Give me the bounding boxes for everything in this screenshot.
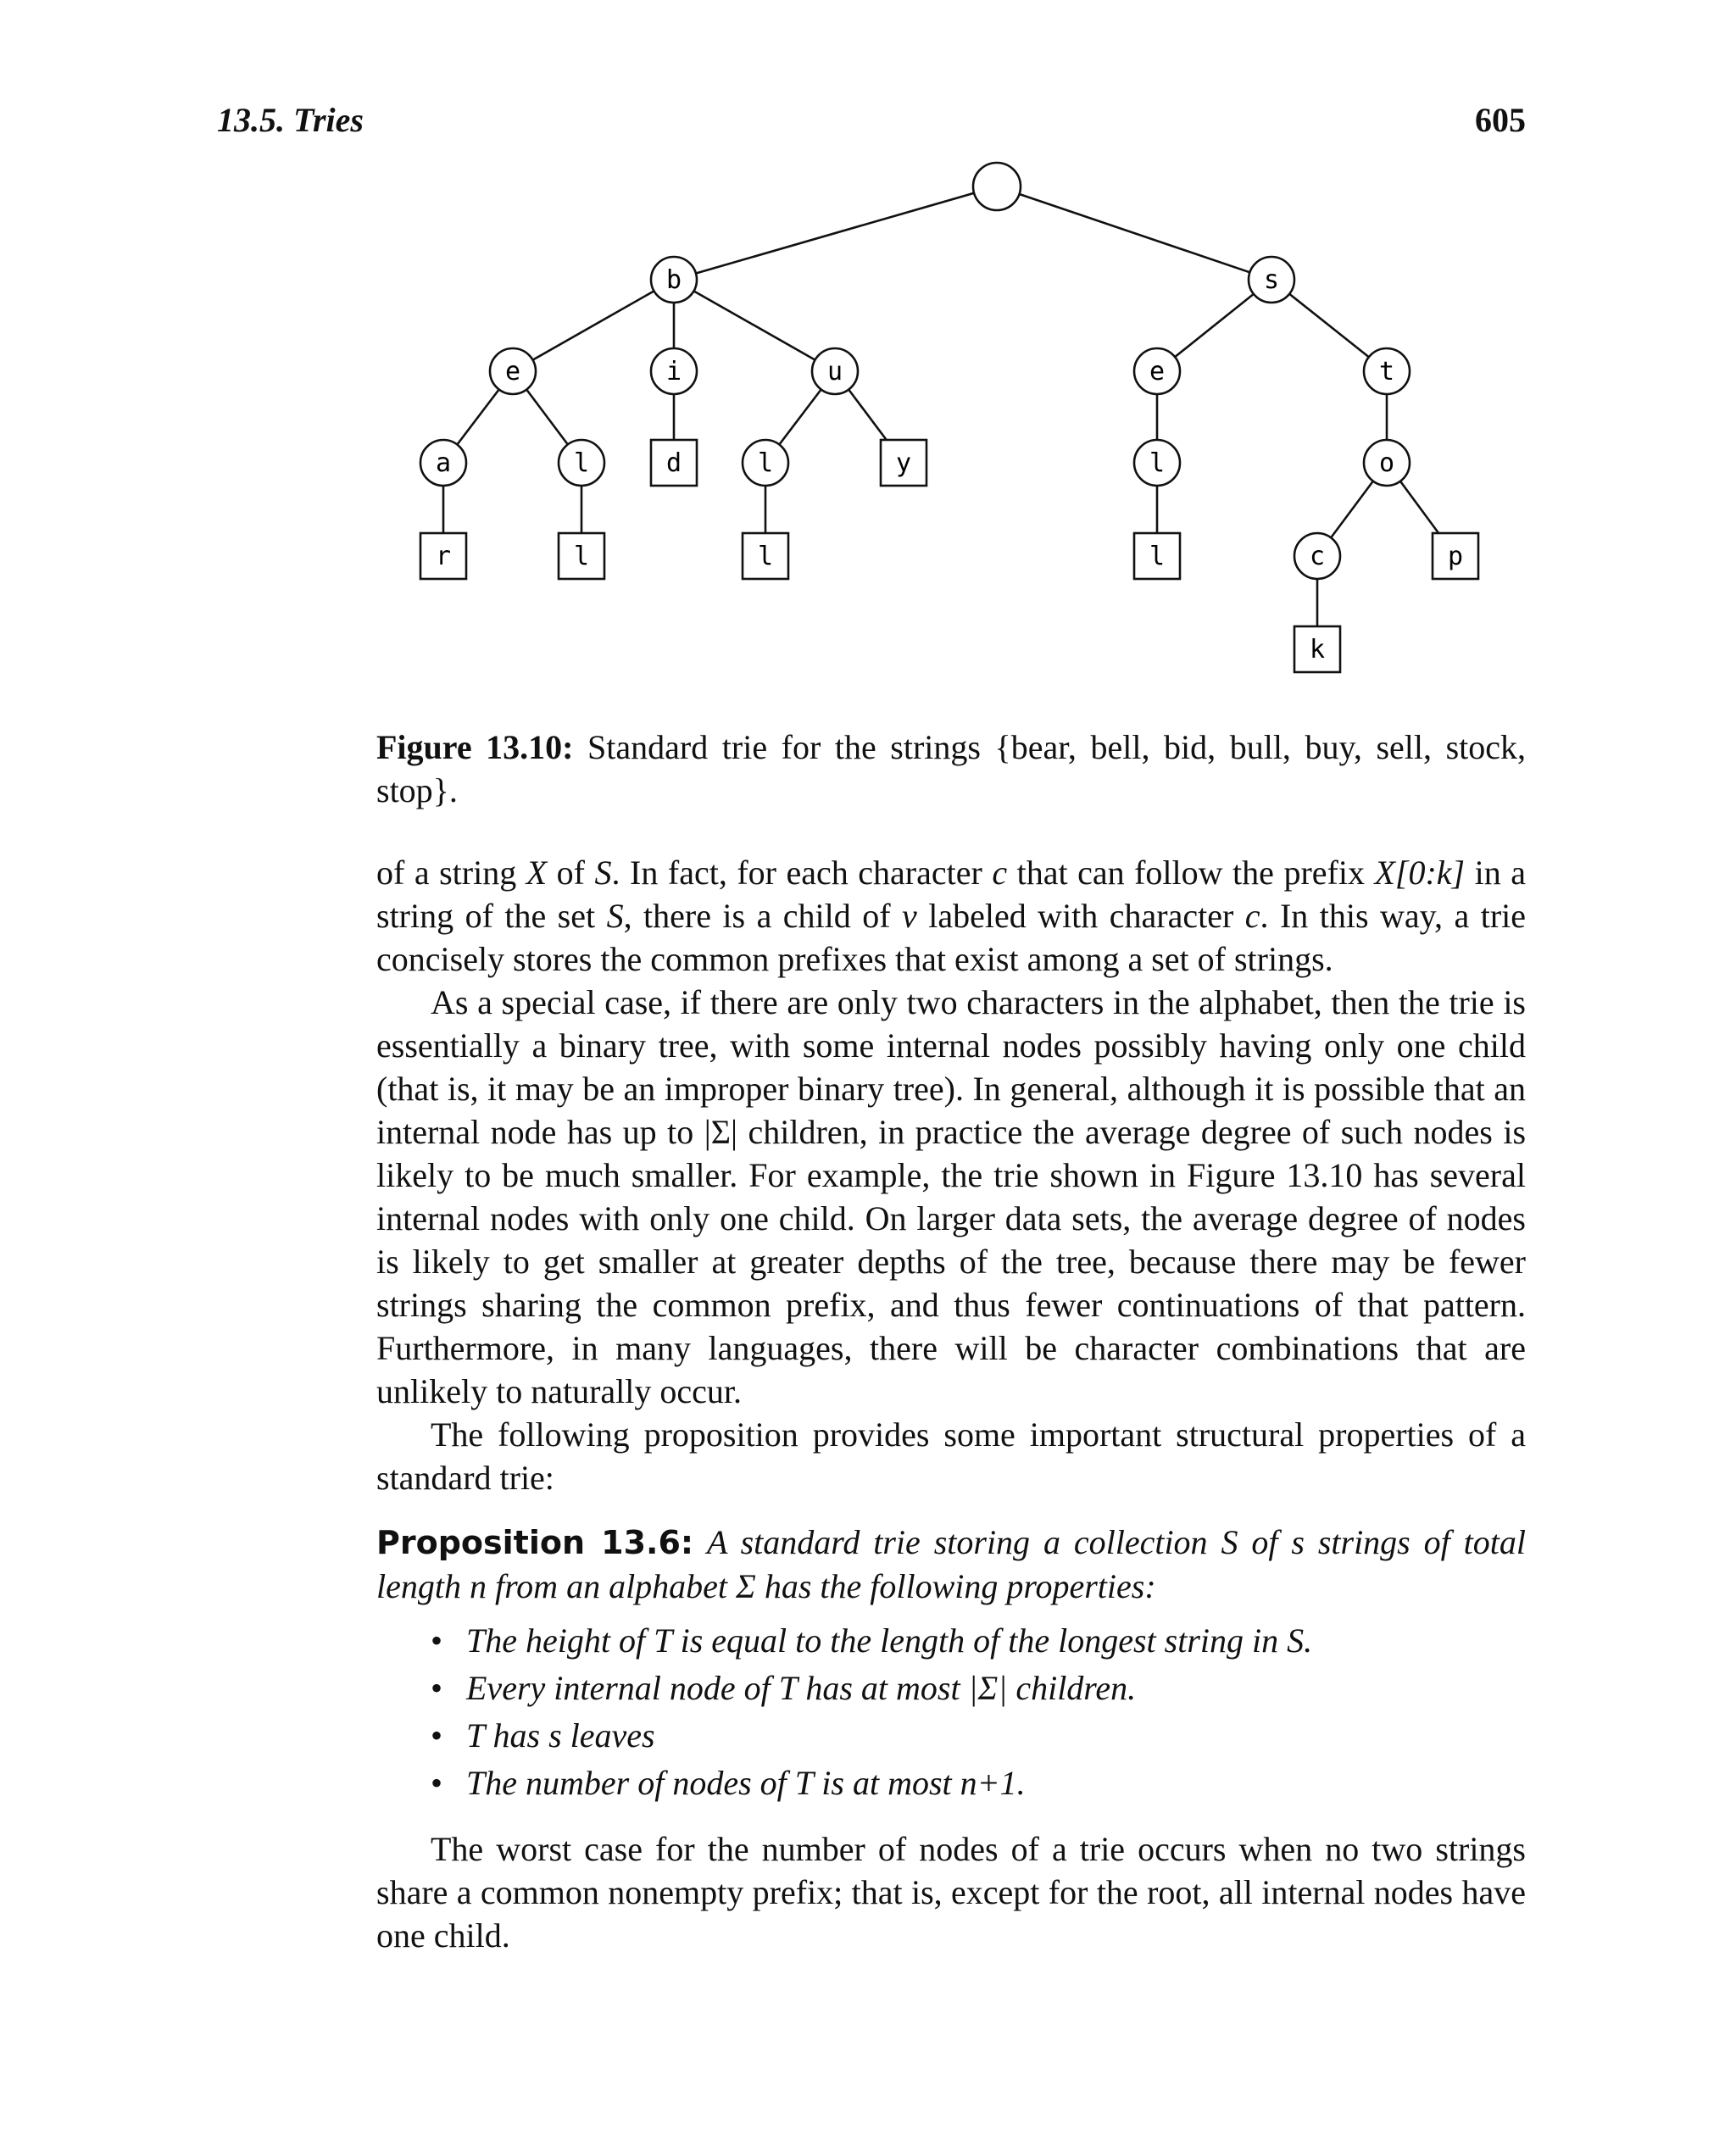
trie-node [1294, 533, 1340, 579]
trie-node-label: e [504, 357, 521, 386]
caption-label: Figure 13.10: [376, 728, 574, 766]
trie-node-label: r [435, 542, 452, 571]
trie-node [651, 348, 697, 394]
trie-leaf-node [651, 440, 697, 486]
proposition-properties [424, 1617, 1526, 1807]
property-item: • Every internal node of T has at most |Σ| children. [424, 1665, 1526, 1712]
trie-node [559, 440, 604, 486]
trie-edge [1400, 481, 1438, 533]
trie-nodes [420, 163, 1478, 672]
paragraph-4: The worst case for the number of nodes of a trie occurs when no two strings share a common nonempty prefix; that is, except for the root, all internal nodes have one child. [376, 1830, 1526, 1955]
trie-leaf-node [881, 440, 926, 486]
property-item: • The number of nodes of T is at most n+1. [424, 1760, 1526, 1807]
trie-node-label: l [573, 448, 590, 478]
trie-node-label: o [1378, 448, 1395, 478]
proposition [376, 1521, 1526, 1608]
trie-leaf-node [1294, 626, 1340, 672]
trie-node-label: l [757, 542, 774, 571]
page-number: 605 [1475, 101, 1526, 139]
trie-node [651, 257, 697, 303]
section-title: 13.5. Tries [217, 101, 364, 139]
trie-node-label: u [826, 357, 843, 386]
property-item: • The height of T is equal to the length of the longest string in S. [424, 1617, 1526, 1665]
proposition-statement: A standard trie storing a collection S of s strings of total length n from an alphabet Σ has the following properties: [376, 1523, 1526, 1605]
trie-node [743, 440, 788, 486]
trie-node-label: d [665, 448, 682, 478]
property-item: • T has s leaves [424, 1712, 1526, 1760]
trie-edge [526, 390, 568, 445]
trie-node [1364, 440, 1410, 486]
trie-edge [693, 291, 815, 359]
trie-leaf-node [1134, 533, 1180, 579]
trie-edge [457, 390, 498, 445]
trie-node-label: l [757, 448, 774, 478]
trie-edge [696, 193, 974, 274]
figure-caption [376, 726, 1526, 812]
trie-node [1134, 440, 1180, 486]
trie-node-label: y [895, 448, 912, 478]
trie-node [420, 440, 466, 486]
trie-diagram [0, 153, 1736, 695]
trie-edge [532, 291, 654, 359]
trie-node [812, 348, 858, 394]
trie-node-label: k [1309, 635, 1326, 665]
trie-node-label: p [1447, 542, 1464, 571]
trie-node [1249, 257, 1294, 303]
trie-node-label: e [1149, 357, 1166, 386]
trie-node-label: i [665, 357, 682, 386]
trie-leaf-node [420, 533, 466, 579]
trie-node-label: t [1378, 357, 1395, 386]
trie-node [1134, 348, 1180, 394]
trie-node-label: a [435, 448, 452, 478]
trie-edge [1331, 481, 1373, 538]
trie-node-label: l [573, 542, 590, 571]
trie-leaf-node [559, 533, 604, 579]
paragraph-1: of a string X of S. In fact, for each character c that can follow the prefix X[0:k] in a string of the set S, there is a child of v labeled with character c. In this way, a trie concisely stores the common prefixes that exist among a set of strings. [376, 854, 1527, 978]
trie-edge [1289, 294, 1369, 357]
caption-text: Standard trie for the strings {bear, bell, bid, bull, buy, sell, stock, stop}. [376, 728, 1526, 809]
trie-node [1364, 348, 1410, 394]
trie-edge [779, 390, 821, 445]
trie-node-label: l [1149, 448, 1166, 478]
trie-node-label: l [1149, 542, 1166, 571]
paragraph-2: As a special case, if there are only two characters in the alphabet, then the trie is essentially a binary tree, with some internal nodes possibly having only one child (that is, it may be an improper binary tree). In general, although it is possible that an internal node has up to |Σ| children, in practice the average degree of such nodes is likely to be much smaller. For example, the trie shown in Figure 13.10 has several internal nodes with only one child. On larger data sets, the average degree of nodes is likely to get smaller at greater depths of the tree, because there may be fewer strings sharing the common prefix, and thus fewer continuations of that pattern. Furthermore, in many languages, there will be character combinations that are unlikely to naturally occur. [376, 983, 1527, 1410]
proposition-heading: Proposition 13.6: [376, 1524, 694, 1561]
trie-node-label: s [1263, 265, 1280, 295]
trie-edge [849, 390, 887, 440]
trie-leaf-node [743, 533, 788, 579]
body-text-bottom [376, 1827, 1526, 1957]
trie-leaf-node [1433, 533, 1478, 579]
running-header [217, 100, 1526, 142]
trie-node-label: b [665, 265, 682, 295]
paragraph-3: The following proposition provides some important structural properties of a standard trie: [376, 1415, 1526, 1497]
body-text-top [376, 851, 1526, 1499]
trie-node-label: c [1309, 542, 1326, 571]
trie-edge [1175, 294, 1254, 357]
trie-node [490, 348, 536, 394]
trie-root-node [973, 163, 1021, 210]
trie-edge [1020, 194, 1250, 272]
